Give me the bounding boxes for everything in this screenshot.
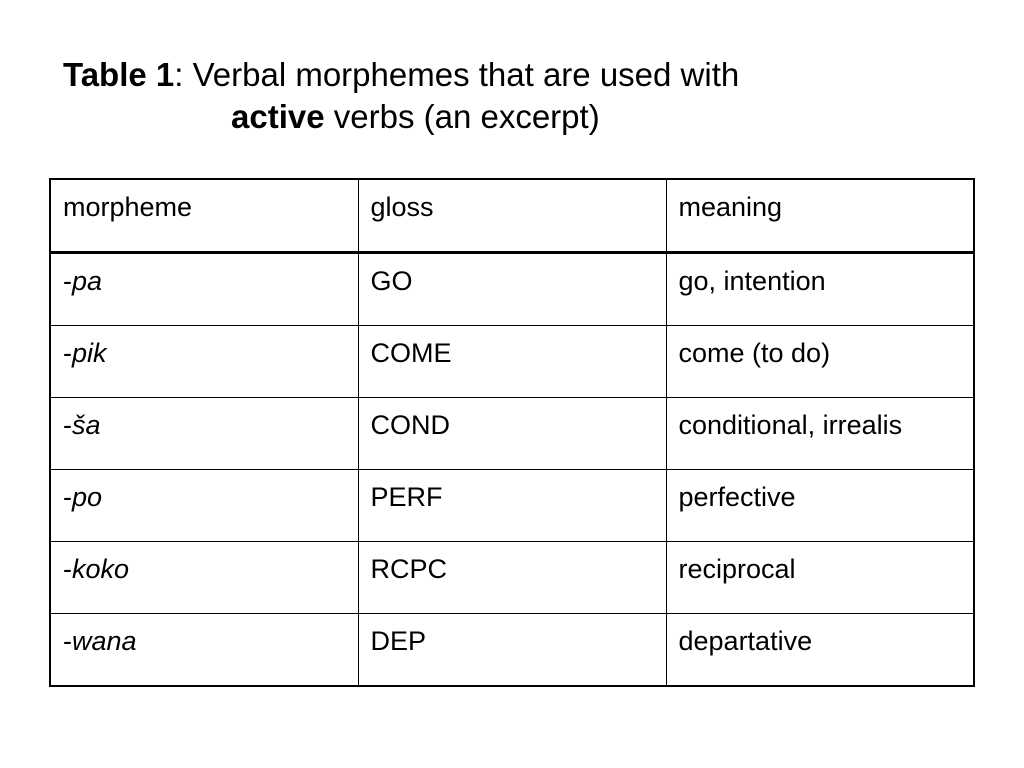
caption-emphasis: active: [231, 98, 325, 135]
morpheme-prefix: -: [63, 482, 72, 512]
table-header: [50, 179, 974, 253]
morpheme-prefix: -: [63, 626, 72, 656]
table-caption: [63, 54, 739, 138]
caption-text-line-1: : Verbal morphemes that are used with: [174, 56, 740, 93]
caption-text-line-2: verbs (an excerpt): [324, 98, 600, 135]
gloss-cell: COND: [358, 398, 666, 470]
meaning-cell: departative: [666, 614, 974, 687]
morpheme-cell: [50, 614, 358, 687]
morpheme-prefix: -: [63, 338, 72, 368]
morpheme-form: pik: [72, 338, 107, 368]
morpheme-cell: [50, 470, 358, 542]
table-row: [50, 542, 974, 614]
morpheme-form: pa: [72, 266, 103, 296]
morpheme-prefix: -: [63, 410, 72, 440]
meaning-cell: come (to do): [666, 326, 974, 398]
morpheme-cell: [50, 253, 358, 326]
caption-line-2: [63, 96, 739, 138]
table-row: [50, 253, 974, 326]
table-row: [50, 614, 974, 687]
morpheme-form: po: [72, 482, 103, 512]
meaning-cell: conditional, irrealis: [666, 398, 974, 470]
table-row: [50, 398, 974, 470]
table-row: [50, 470, 974, 542]
morpheme-cell: [50, 326, 358, 398]
table-row: [50, 326, 974, 398]
morpheme-form: ša: [72, 410, 101, 440]
gloss-cell: COME: [358, 326, 666, 398]
morpheme-cell: [50, 542, 358, 614]
morpheme-prefix: -: [63, 554, 72, 584]
morpheme-cell: [50, 398, 358, 470]
morpheme-prefix: -: [63, 266, 72, 296]
gloss-cell: DEP: [358, 614, 666, 687]
table-body: [50, 253, 974, 687]
meaning-cell: reciprocal: [666, 542, 974, 614]
morpheme-form: wana: [72, 626, 137, 656]
morpheme-form: koko: [72, 554, 130, 584]
morpheme-table: [49, 178, 975, 687]
meaning-cell: perfective: [666, 470, 974, 542]
caption-label: Table 1: [63, 56, 175, 93]
meaning-cell: go, intention: [666, 253, 974, 326]
gloss-cell: PERF: [358, 470, 666, 542]
gloss-cell: RCPC: [358, 542, 666, 614]
gloss-cell: GO: [358, 253, 666, 326]
header-meaning: meaning: [666, 179, 974, 253]
caption-line-1: [63, 54, 739, 96]
header-morpheme: morpheme: [50, 179, 358, 253]
header-row: [50, 179, 974, 253]
header-gloss: gloss: [358, 179, 666, 253]
